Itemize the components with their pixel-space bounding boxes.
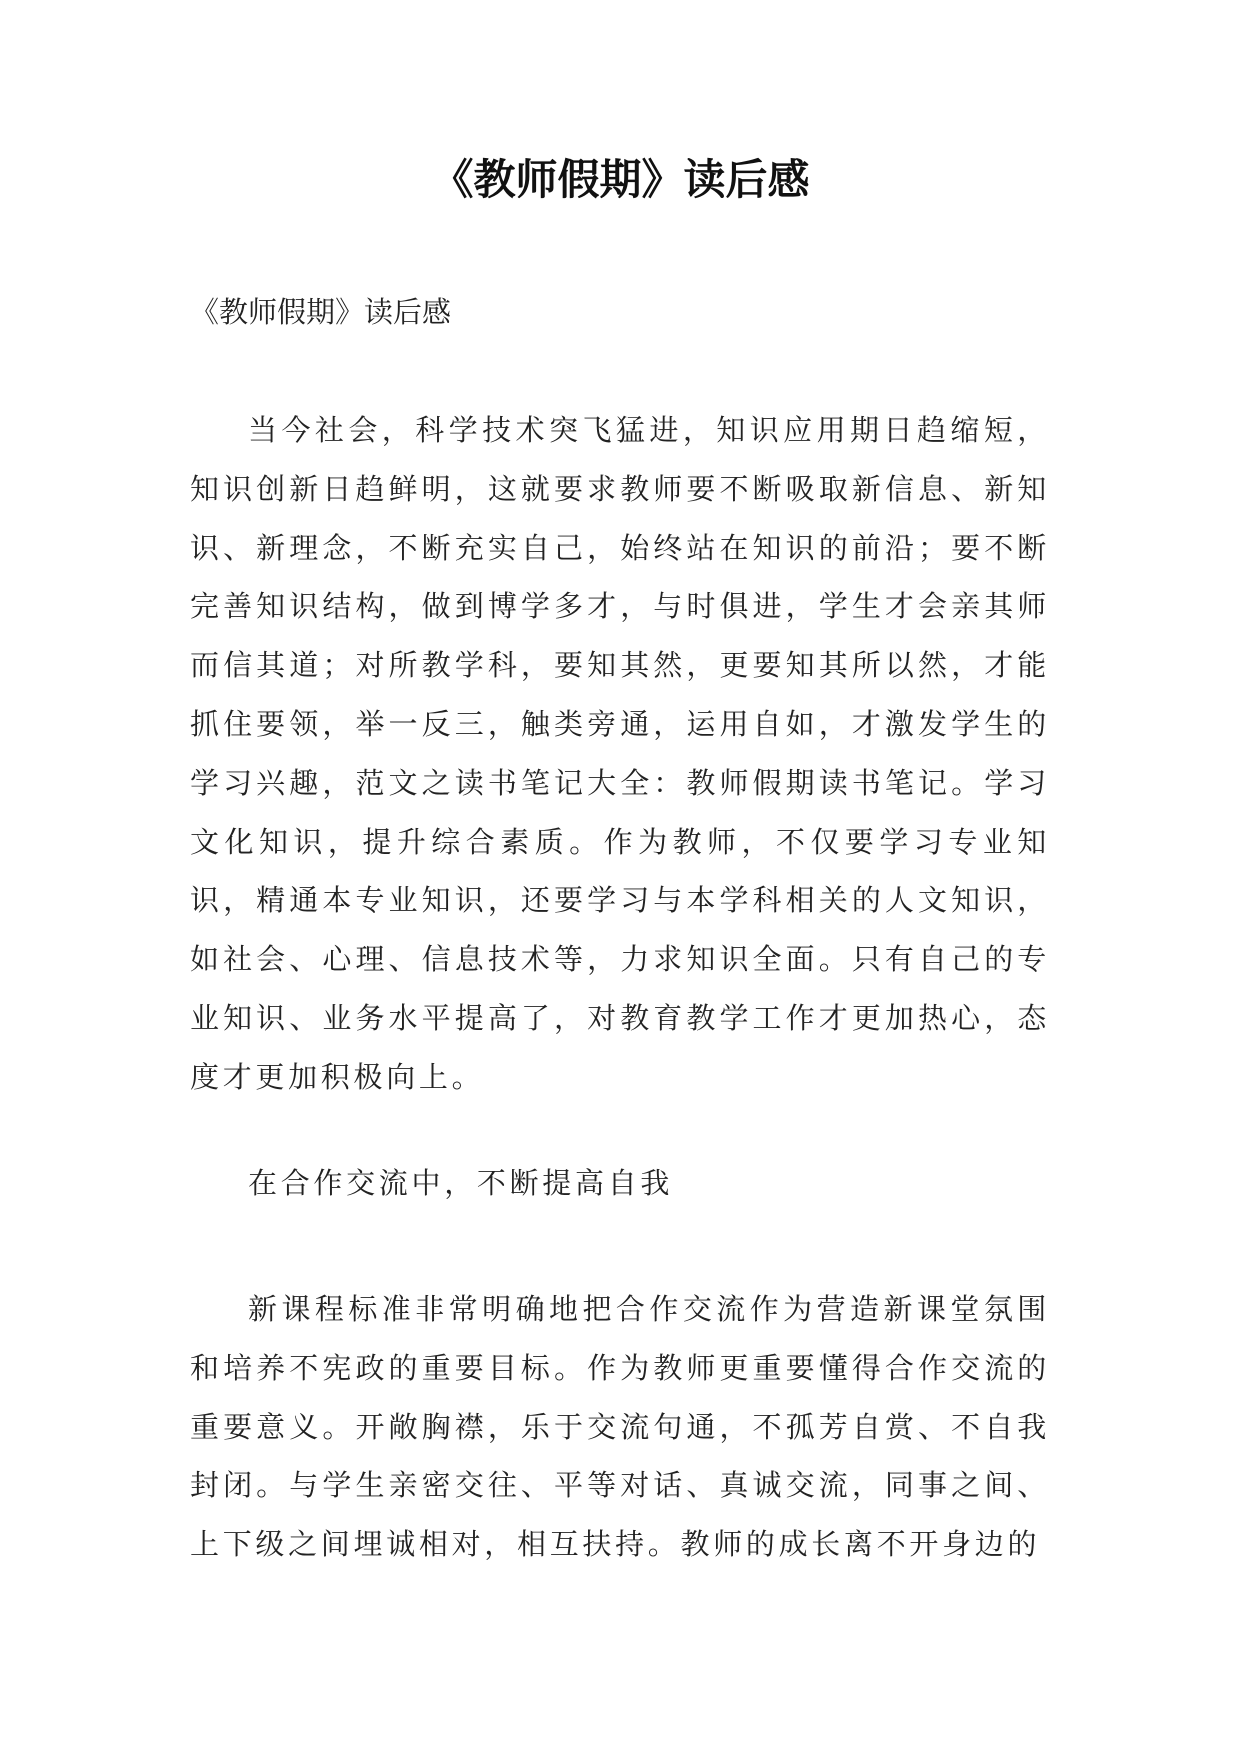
document-subtitle: 《教师假期》读后感	[190, 295, 452, 329]
document-title: 《教师假期》读后感	[431, 155, 810, 204]
section-heading: 在合作交流中，不断提高自我	[248, 1166, 674, 1200]
body-paragraph: 当今社会，科学技术突飞猛进，知识应用期日趋缩短，知识创新日趋鲜明，这就要求教师要不断吸取新信息、新知识、新理念，不断充实自己，始终站在知识的前沿；要不断完善知识结构，做到博学多才，与时俱进，学生才会亲其师而信其道；对所教学科，要知其然，更要知其所以然，才能抓住要领，举一反三，触类旁通，运用自如，才激发学生的学习兴趣，范文之读书笔记大全：教师假期读书笔记。学习文化知识，提升综合素质。作为教师，不仅要学习专业知识，精通本专业知识，还要学习与本学科相关的人文知识，如社会、心理、信息技术等，力求知识全面。只有自己的专业知识、业务水平提高了，对教育教学工作才更加热心，态度才更加积极向上。	[190, 413, 1050, 1094]
body-paragraph: 新课程标准非常明确地把合作交流作为营造新课堂氛围和培养不宪政的重要目标。作为教师更重要懂得合作交流的重要意义。开敞胸襟，乐于交流句通，不孤芳自赏、不自我封闭。与学生亲密交往、平等对话、真诚交流，同事之间、上下级之间埋诚相对，相互扶持。教师的成长离不开身边的	[190, 1292, 1050, 1562]
